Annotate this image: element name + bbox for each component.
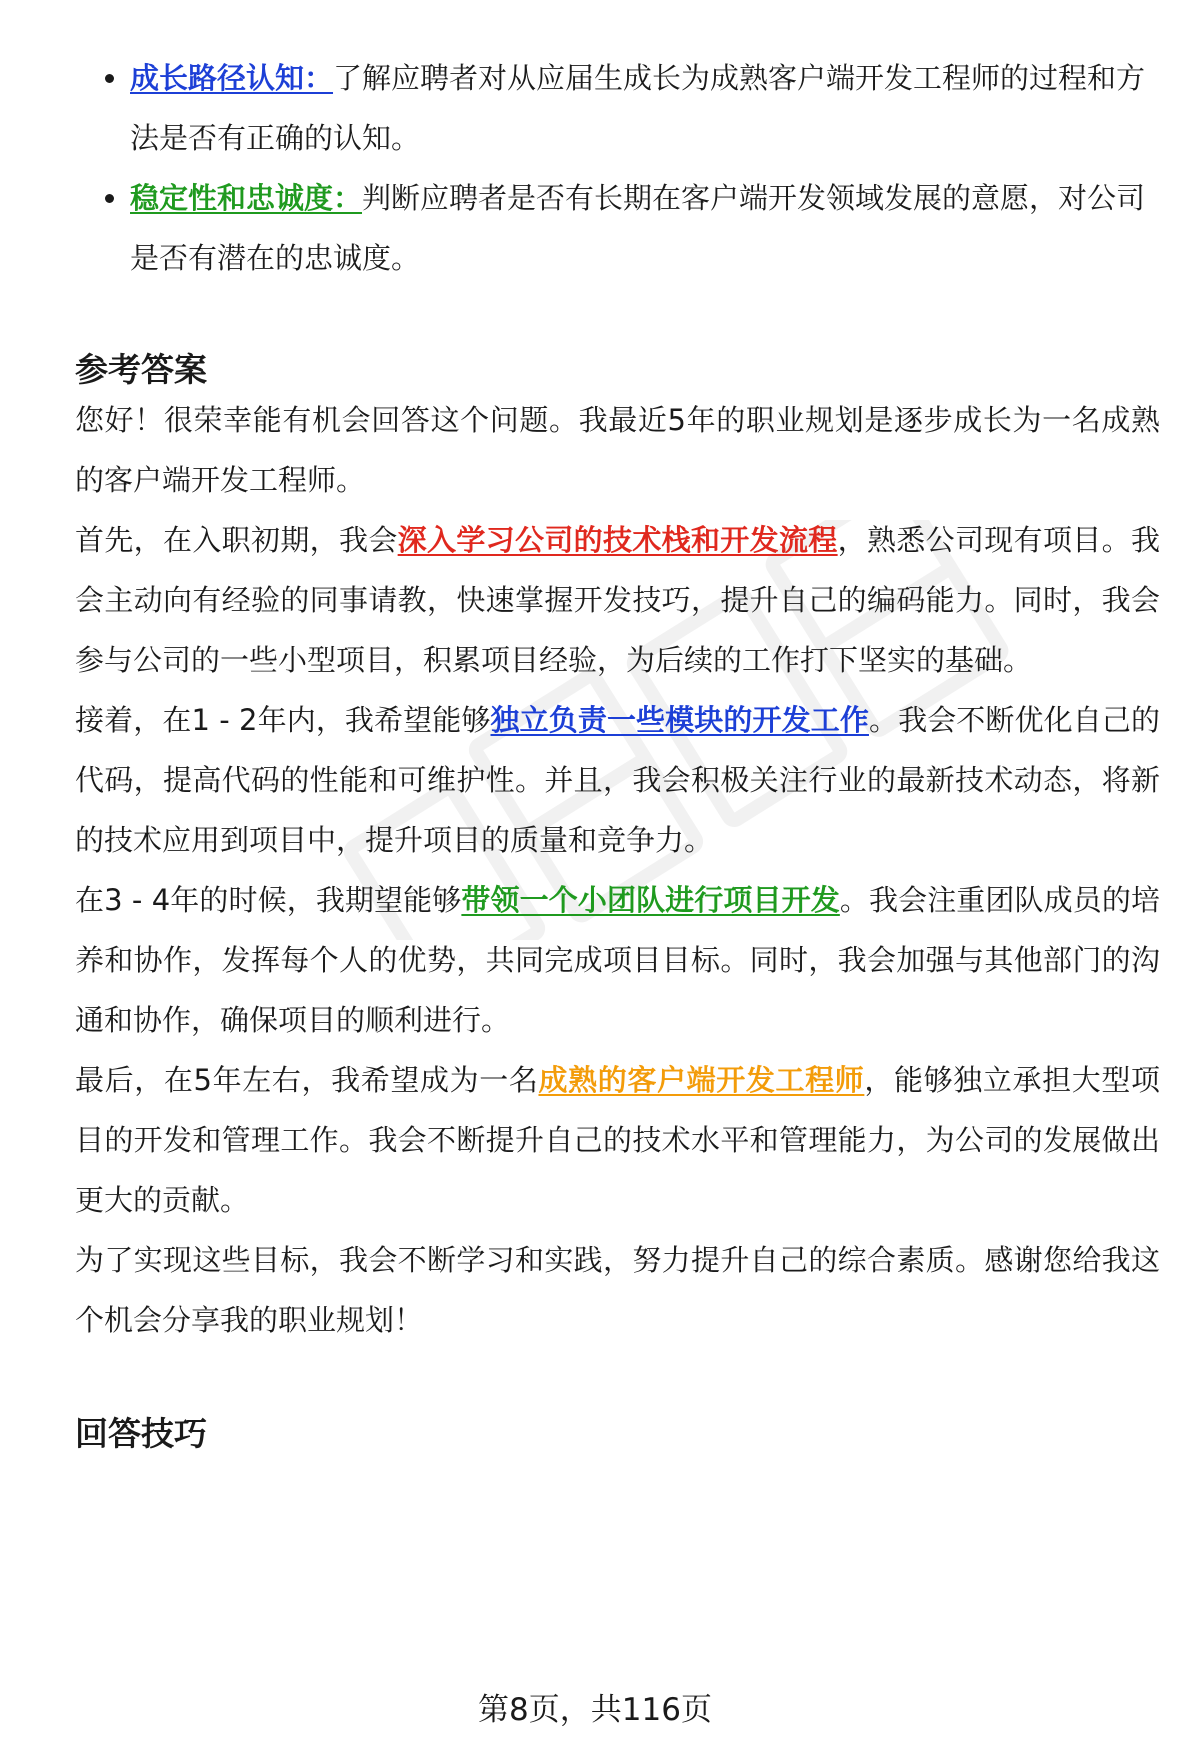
paragraph-text: ，熟悉公司现有项目。我会主动向有经验的同事请教，快速掌握开发技巧，提升自己的编码能力。同时，我会参与公司的一些小型项目，积累项目经验，为后续的工作打下坚实的基础。 xyxy=(75,523,1160,677)
paragraph-text: ，能够独立承担大型项目的开发和管理工作。我会不断提升自己的技术水平和管理能力，为公司的发展做出更大的贡献。 xyxy=(75,1063,1160,1217)
bullet-icon xyxy=(105,74,114,83)
list-item xyxy=(75,48,1160,168)
list-item xyxy=(75,168,1160,288)
answer-paragraph-stage3 xyxy=(75,870,1160,1050)
answer-paragraph-stage1 xyxy=(75,510,1160,690)
paragraph-text: 。我会注重团队成员的培养和协作，发挥每个人的优势，共同完成项目目标。同时，我会加强与其他部门的沟通和协作，确保项目的顺利进行。 xyxy=(75,883,1160,1037)
answer-paragraph-stage4 xyxy=(75,1050,1160,1230)
document-page xyxy=(75,48,1160,1454)
answer-paragraph-stage2 xyxy=(75,690,1160,870)
answer-paragraph-closing: 为了实现这些目标，我会不断学习和实践，努力提升自己的综合素质。感谢您给我这个机会分享我的职业规划！ xyxy=(75,1243,1160,1337)
page-number: 第8页，共116页 xyxy=(478,1692,712,1728)
answer-tips-heading: 回答技巧 xyxy=(75,1414,207,1453)
highlight-text: 成熟的客户端开发工程师 xyxy=(538,1063,865,1097)
criteria-list xyxy=(75,48,1160,288)
criterion-text: 判断应聘者是否有长期在客户端开发领域发展的意愿，对公司是否有潜在的忠诚度。 xyxy=(130,181,1146,275)
criterion-label: 稳定性和忠诚度： xyxy=(130,181,363,215)
highlight-text: 独立负责一些模块的开发工作 xyxy=(490,703,869,737)
highlight-text: 深入学习公司的技术栈和开发流程 xyxy=(397,523,838,557)
paragraph-text: 接着，在1 - 2年内，我希望能够 xyxy=(75,703,491,737)
answer-paragraph-intro: 您好！很荣幸能有机会回答这个问题。我最近5年的职业规划是逐步成长为一名成熟的客户端开发工程师。 xyxy=(75,403,1160,497)
paragraph-text: 在3 - 4年的时候，我期望能够 xyxy=(75,883,462,917)
paragraph-text: 首先，在入职初期，我会 xyxy=(75,523,398,557)
paragraph-text: 最后，在5年左右，我希望成为一名 xyxy=(75,1063,539,1097)
reference-answer-heading: 参考答案 xyxy=(75,350,207,389)
bullet-icon xyxy=(105,194,114,203)
criterion-text: 了解应聘者对从应届生成长为成熟客户端开发工程师的过程和方法是否有正确的认知。 xyxy=(130,61,1146,155)
criterion-label: 成长路径认知： xyxy=(130,61,334,95)
paragraph-text: 。我会不断优化自己的代码，提高代码的性能和可维护性。并且，我会积极关注行业的最新技术动态，将新的技术应用到项目中，提升项目的质量和竞争力。 xyxy=(75,703,1160,857)
highlight-text: 带领一个小团队进行项目开发 xyxy=(461,883,840,917)
